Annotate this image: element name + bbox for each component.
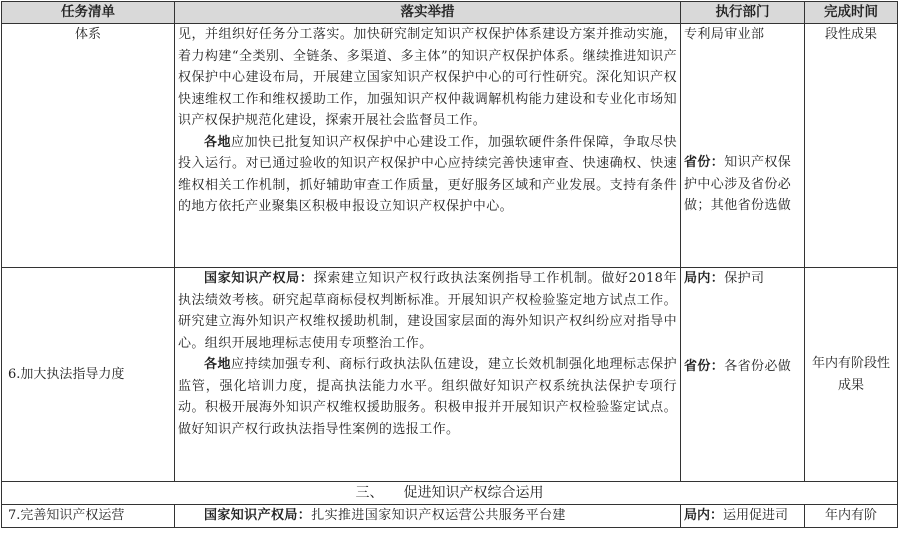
header-time: 完成时间 — [805, 2, 898, 24]
task-cell: 6.加大执法指导力度 — [2, 268, 175, 482]
measure-text: 应加快已批复知识产权保护中心建设工作，加强软硬件条件保障，争取尽快投入运行。对已通过验收的知识产权保护中心应持续完善快速审查、快速确权、快速维权相关工作机制，抓好辅助审查工作质量，更好服务区域和产业发展。支持有条件的地方依托产业聚集区积极申报设立知识产权保护中心。 — [178, 134, 677, 214]
measure-paragraph — [178, 354, 677, 440]
header-department: 执行部门 — [681, 2, 805, 24]
measure-lead: 各地 — [204, 357, 232, 372]
task-cell: 7.完善知识产权运营 — [2, 505, 175, 528]
department-text: 运用促进司 — [723, 508, 789, 523]
measure-paragraph: 见，并组织好任务分工落实。加快研究制定知识产权保护体系建设方案并推动实施，着力构建“全类别、全链条、多渠道、多主体”的知识产权保护体系。继续推进知识产权保护中心建设布局，开展建立国家知识产权保护中心的可行性研究。深化知识产权快速维权工作和维权援助工作，加强知识产权仲裁调解机构能力建设和专业化市场知识产权保护规范化建设，探索开展社会监督员工作。 — [178, 27, 677, 128]
measure-lead: 国家知识产权局： — [204, 271, 314, 286]
header-measures: 落实举措 — [175, 2, 681, 24]
measures-cell — [175, 268, 681, 482]
department-text: 各省份必做 — [724, 359, 792, 374]
measure-paragraph — [178, 132, 677, 218]
measure-paragraph — [178, 505, 677, 527]
header-task: 任务清单 — [2, 2, 175, 24]
department-text: 保护司 — [724, 271, 765, 286]
table-row — [2, 505, 898, 528]
department-lead: 局内： — [684, 271, 725, 286]
section-heading — [2, 482, 898, 505]
measures-cell — [175, 24, 681, 268]
department-cell — [681, 268, 805, 482]
section-row — [2, 482, 898, 505]
department-line — [684, 268, 801, 356]
task-table — [1, 1, 898, 528]
policy-table-page — [1, 1, 897, 528]
department-lead: 局内： — [684, 508, 724, 523]
measure-text: 扎实推进国家知识产权运营公共服务平台建 — [311, 508, 566, 523]
measure-text: 应持续加强专利、商标行政执法队伍建设，建立长效机制强化地理标志保护监管，强化培训力度，提高执法能力水平。组织做好知识产权系统执法保护专项行动。积极开展海外知识产权维权援助服务。积极申报并开展知识产权检验鉴定试点。做好知识产权行政执法指导性案例的选报工作。 — [178, 357, 677, 437]
task-cell: 体系 — [2, 24, 175, 268]
time-cell: 年内有阶段性成果 — [805, 268, 898, 482]
measure-text: 探索建立知识产权行政执法案例指导工作机制。做好2018年执法绩效考核。研究起草商标侵权判断标准。开展知识产权检验鉴定地方试点工作。研究建立海外知识产权维权援助机制，建设国家层面的海外知识产权纠纷应对指导中心。组织开展地理标志使用专项整治工作。 — [178, 271, 677, 351]
time-cell: 年内有阶 — [805, 505, 898, 528]
department-line — [684, 356, 801, 378]
department-lead: 省份： — [684, 359, 725, 374]
time-cell: 段性成果 — [805, 24, 898, 268]
measure-paragraph — [178, 268, 677, 354]
table-row — [2, 24, 898, 268]
department-line — [684, 152, 801, 217]
department-text: 知识产权保护中心涉及省份必做；其他省份选做 — [684, 155, 792, 213]
department-line: 专利局审业部 — [684, 27, 765, 42]
section-title: 促进知识产权综合运用 — [403, 485, 544, 501]
department-lead: 省份： — [684, 155, 725, 170]
table-row — [2, 268, 898, 482]
department-cell — [681, 505, 805, 528]
section-number: 三、 — [355, 485, 384, 501]
measures-cell — [175, 505, 681, 528]
measure-lead: 各地 — [204, 134, 232, 150]
measure-lead: 国家知识产权局： — [204, 508, 312, 523]
department-cell — [681, 24, 805, 268]
table-header-row — [2, 2, 898, 24]
